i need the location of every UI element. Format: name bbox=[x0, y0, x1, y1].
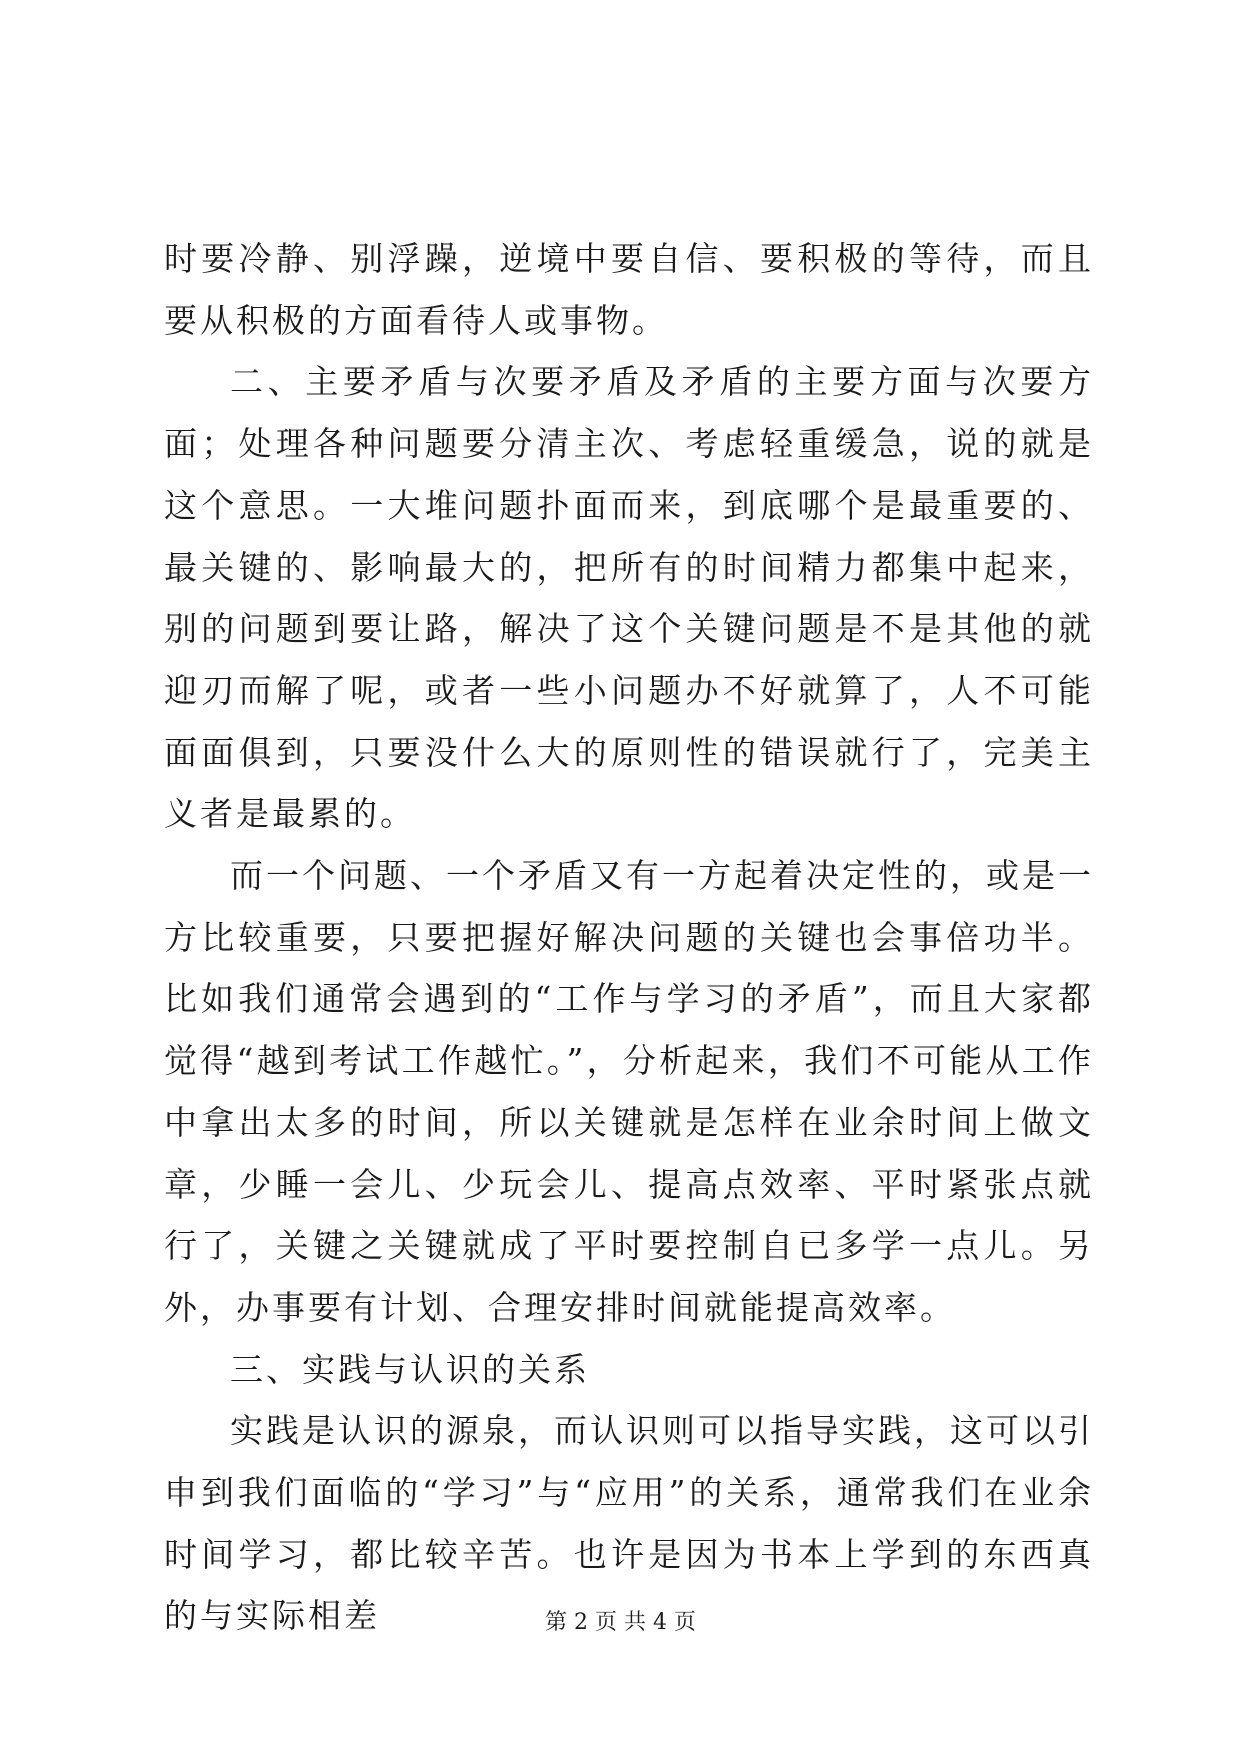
page-footer bbox=[0, 1608, 1241, 1638]
section-heading-practice-and-knowledge: 三、实践与认识的关系 bbox=[230, 1349, 590, 1389]
paragraph-continuation: 时要冷静、别浮躁，逆境中要自信、要积极的等待，而且要从积极的方面看待人或事物。 bbox=[164, 239, 1094, 340]
document-body bbox=[164, 228, 1094, 1647]
paragraph-practice-source: 实践是认识的源泉，而认识则可以指导实践，这可以引申到我们面临的“学习”与“应用”的关系，通常我们在业余时间学习，都比较辛苦。也许是因为书本上学到的东西真的与实际相差 bbox=[164, 1411, 1094, 1636]
page-number-label: 第 2 页 共 4 页 bbox=[545, 1610, 696, 1635]
paragraph-principal-contradiction: 二、主要矛盾与次要矛盾及矛盾的主要方面与次要方面；处理各种问题要分清主次、考虑轻重缓急，说的就是这个意思。一大堆问题扑面而来，到底哪个是最重要的、最关键的、影响最大的，把所有的时间精力都集中起来，别的问题到要让路，解决了这个关键问题是不是其他的就迎刃而解了呢，或者一些小问题办不好就算了，人不可能面面俱到，只要没什么大的原则性的错误就行了，完美主义者是最累的。 bbox=[164, 362, 1094, 834]
paragraph-key-of-problem: 而一个问题、一个矛盾又有一方起着决定性的，或是一方比较重要，只要把握好解决问题的关键也会事倍功半。比如我们通常会遇到的“工作与学习的矛盾”，而且大家都觉得“越到考试工作越忙。”，分析起来，我们不可能从工作中拿出太多的时间，所以关键就是怎样在业余时间上做文章，少睡一会儿、少玩会儿、提高点效率、平时紧张点就行了，关键之关键就成了平时要控制自已多学一点儿。另外，办事要有计划、合理安排时间就能提高效率。 bbox=[164, 856, 1094, 1327]
